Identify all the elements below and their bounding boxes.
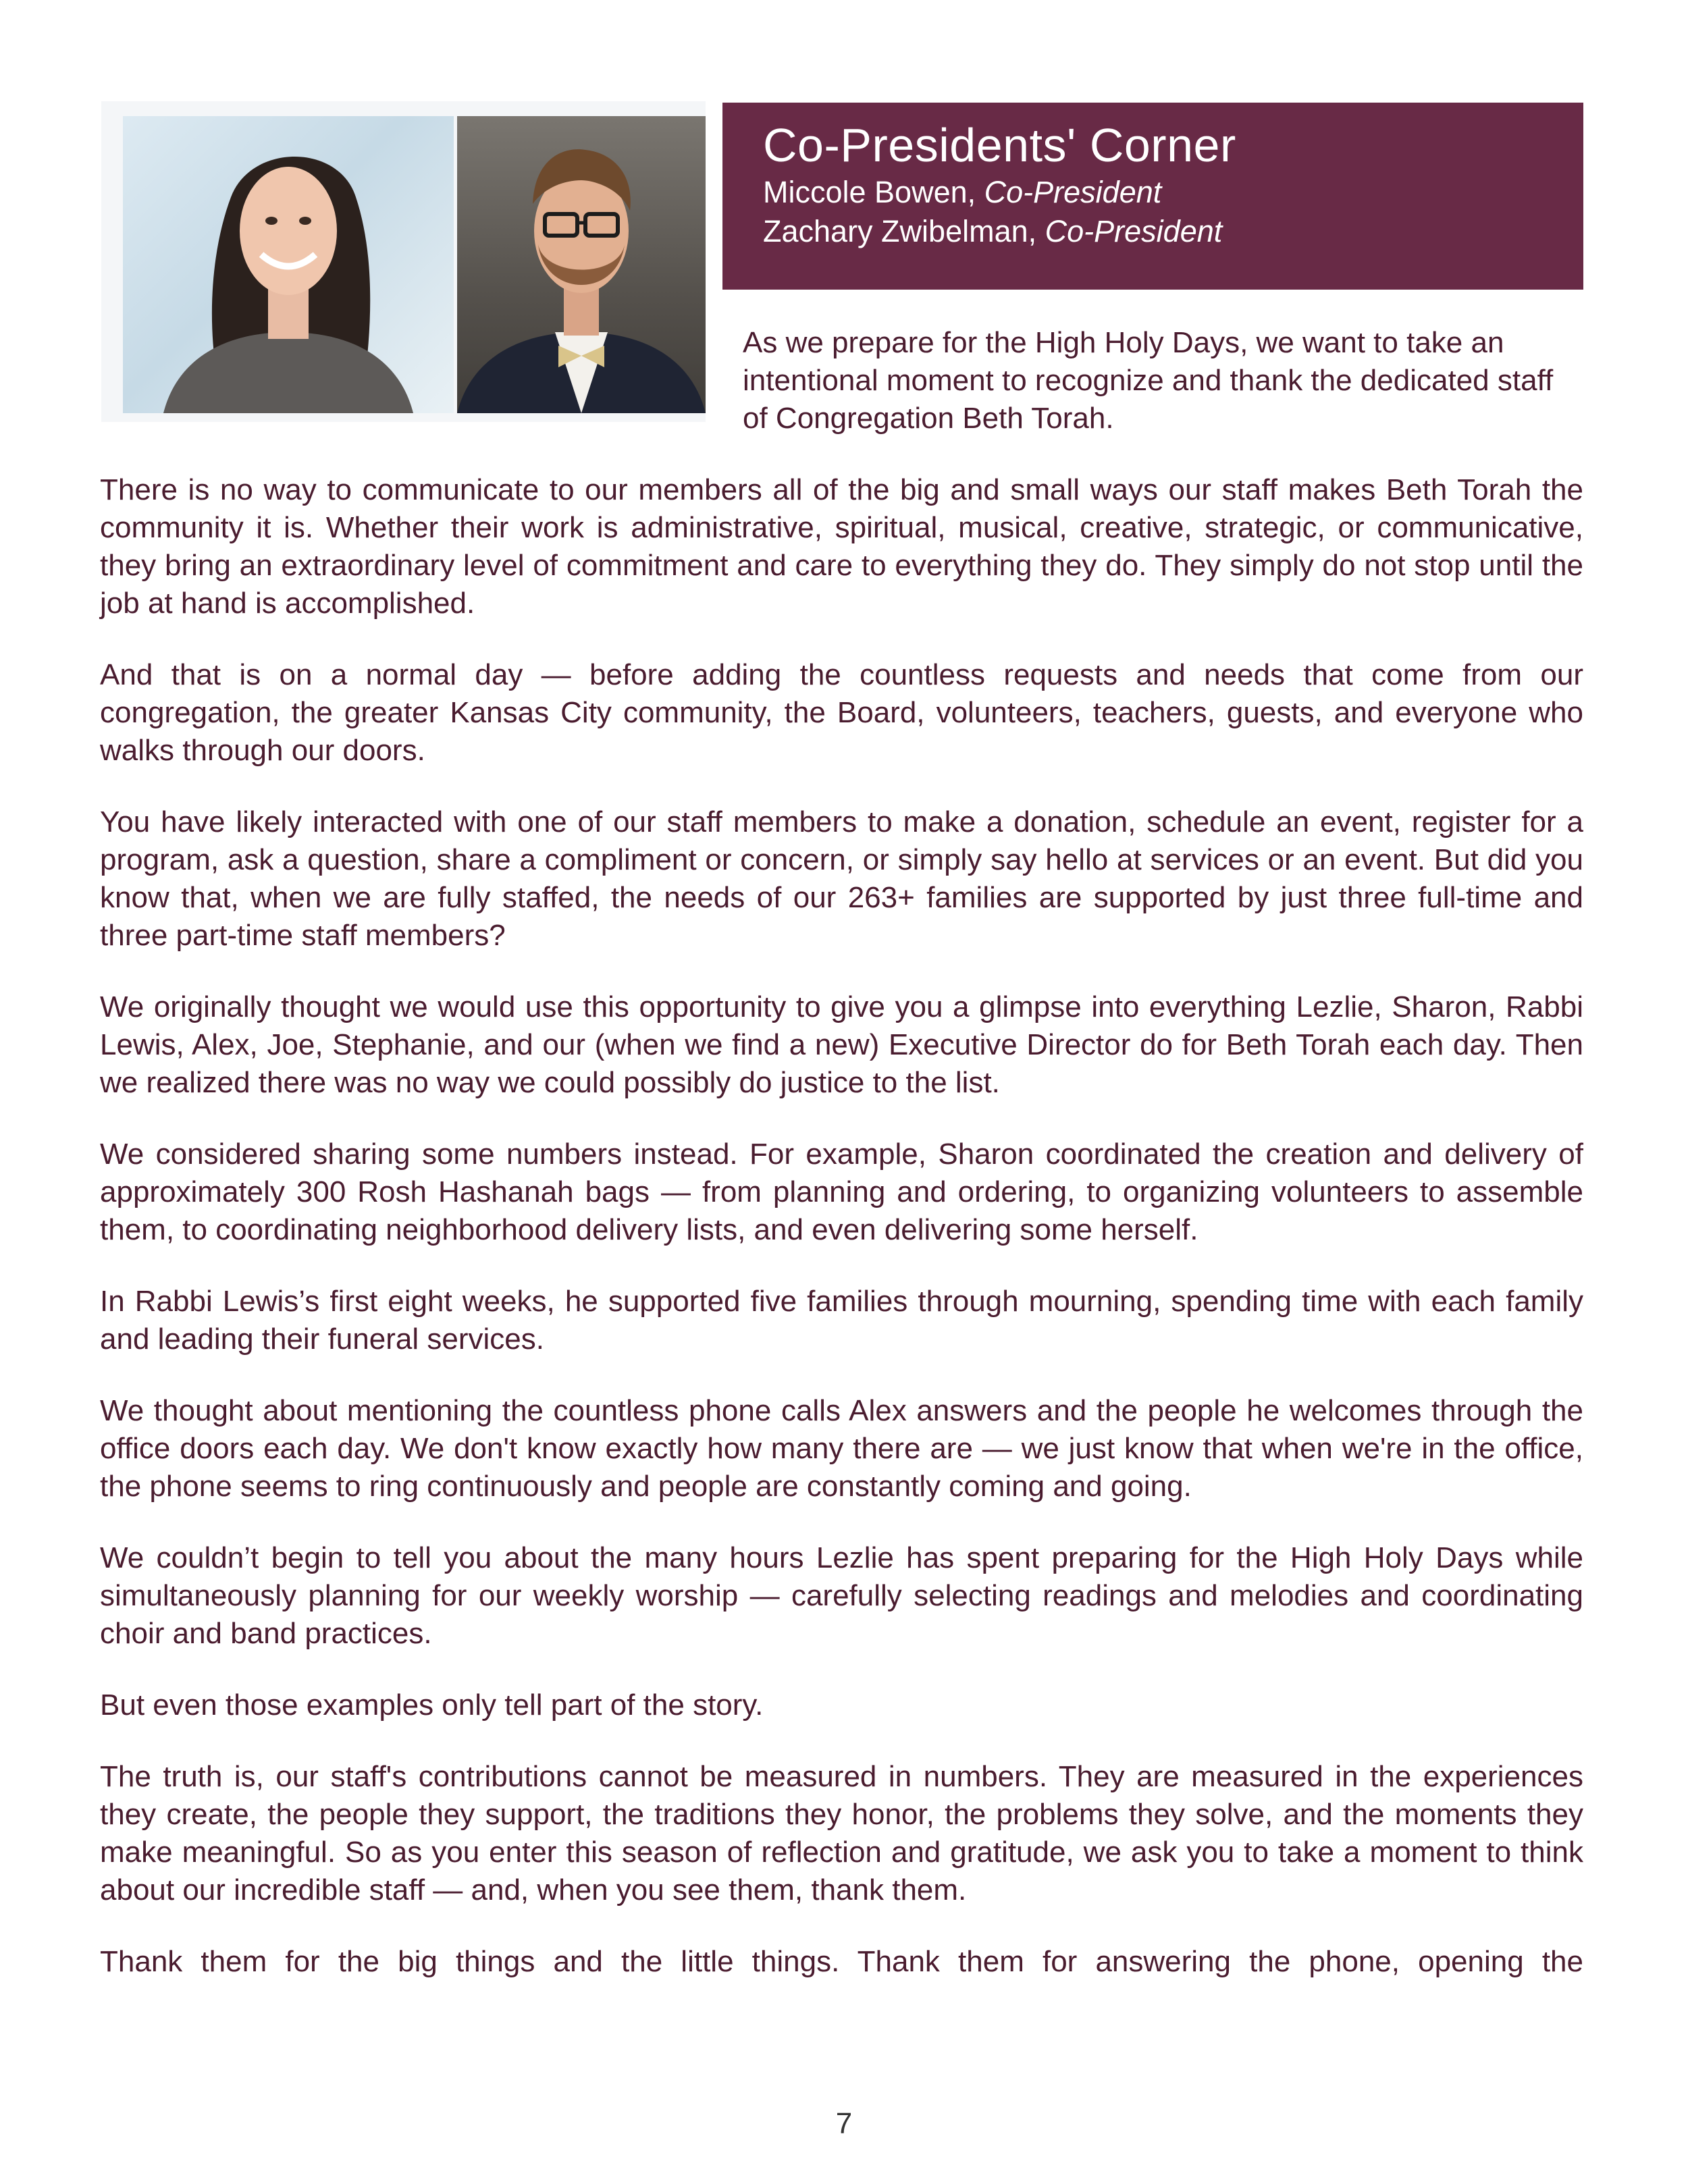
author-line-2	[763, 212, 1583, 251]
paragraph: You have likely interacted with one of our staff members to make a donation, schedule an event, register for a program, ask a question, share a compliment or concern, or simply say hello at services or an event. But did you know that, when we are fully staffed, the needs of our 263+ families are supported by just three full-time and three part-time staff members?	[100, 805, 1583, 952]
author-name: Miccole Bowen,	[763, 175, 984, 209]
page-title: Co-Presidents' Corner	[763, 119, 1236, 171]
paragraph: We considered sharing some numbers instead. For example, Sharon coordinated the creation and delivery of approximately 300 Rosh Hashanah bags — from planning and ordering, to organizing volunteers to assemble them, to coordinating neighborhood delivery lists, and even delivering some herself.	[100, 1138, 1583, 1246]
portrait-woman-image	[123, 116, 454, 413]
portrait-man-image	[457, 116, 706, 413]
paragraph: Thank them for the big things and the little things. Thank them for answering the phone, opening the	[100, 1945, 1583, 1978]
paragraph: We originally thought we would use this opportunity to give you a glimpse into everything Lezlie, Sharon, Rabbi Lewis, Alex, Joe, Stephanie, and our (when we find a new) Executive Director do for Beth Torah each day. Then we realized there was no way we could possibly do justice to the list.	[100, 990, 1583, 1099]
author-line-1	[763, 173, 1583, 212]
portrait-miccole-bowen	[123, 116, 454, 413]
author-role: Co-President	[1045, 214, 1223, 248]
article-body	[100, 471, 1583, 2015]
author-name: Zachary Zwibelman,	[763, 214, 1045, 248]
portrait-zachary-zwibelman	[457, 116, 706, 413]
intro-paragraph: As we prepare for the High Holy Days, we want to take an intentional moment to recognize and thank the dedicated staff of Congregation Beth Torah.	[743, 326, 1554, 435]
paragraph: And that is on a normal day — before adding the countless requests and needs that come from our congregation, the greater Kansas City community, the Board, volunteers, teachers, guests, and everyone who walks through our doors.	[100, 658, 1583, 767]
paragraph: We couldn’t begin to tell you about the many hours Lezlie has spent preparing for the High Holy Days while simultaneously planning for our weekly worship — carefully selecting readings and melodies and coordinating choir and band practices.	[100, 1541, 1583, 1650]
author-role: Co-President	[984, 175, 1162, 209]
paragraph: But even those examples only tell part of the story.	[100, 1688, 764, 1722]
page-number: 7	[835, 2107, 853, 2140]
section-header	[722, 103, 1583, 290]
paragraph: The truth is, our staff's contributions cannot be measured in numbers. They are measured in the experiences they create, the people they support, the traditions they honor, the problems they solve, and the moments they make meaningful. So as you enter this season of reflection and gratitude, we ask you to take a moment to think about our incredible staff — and, when you see them, thank them.	[100, 1760, 1583, 1907]
paragraph: We thought about mentioning the countless phone calls Alex answers and the people he welcomes through the office doors each day. We don't know exactly how many there are — we just know that when we're in the office, the phone seems to ring continuously and people are constantly coming and going.	[100, 1394, 1583, 1503]
paragraph: In Rabbi Lewis’s first eight weeks, he supported five families through mourning, spending time with each family and leading their funeral services.	[100, 1285, 1583, 1356]
co-presidents-photo	[101, 101, 706, 422]
paragraph: There is no way to communicate to our members all of the big and small ways our staff makes Beth Torah the community it is. Whether their work is administrative, spiritual, musical, creative, strategic, or communicative, they bring an extraordinary level of commitment and care to everything they do. They simply do not stop until the job at hand is accomplished.	[100, 473, 1583, 620]
